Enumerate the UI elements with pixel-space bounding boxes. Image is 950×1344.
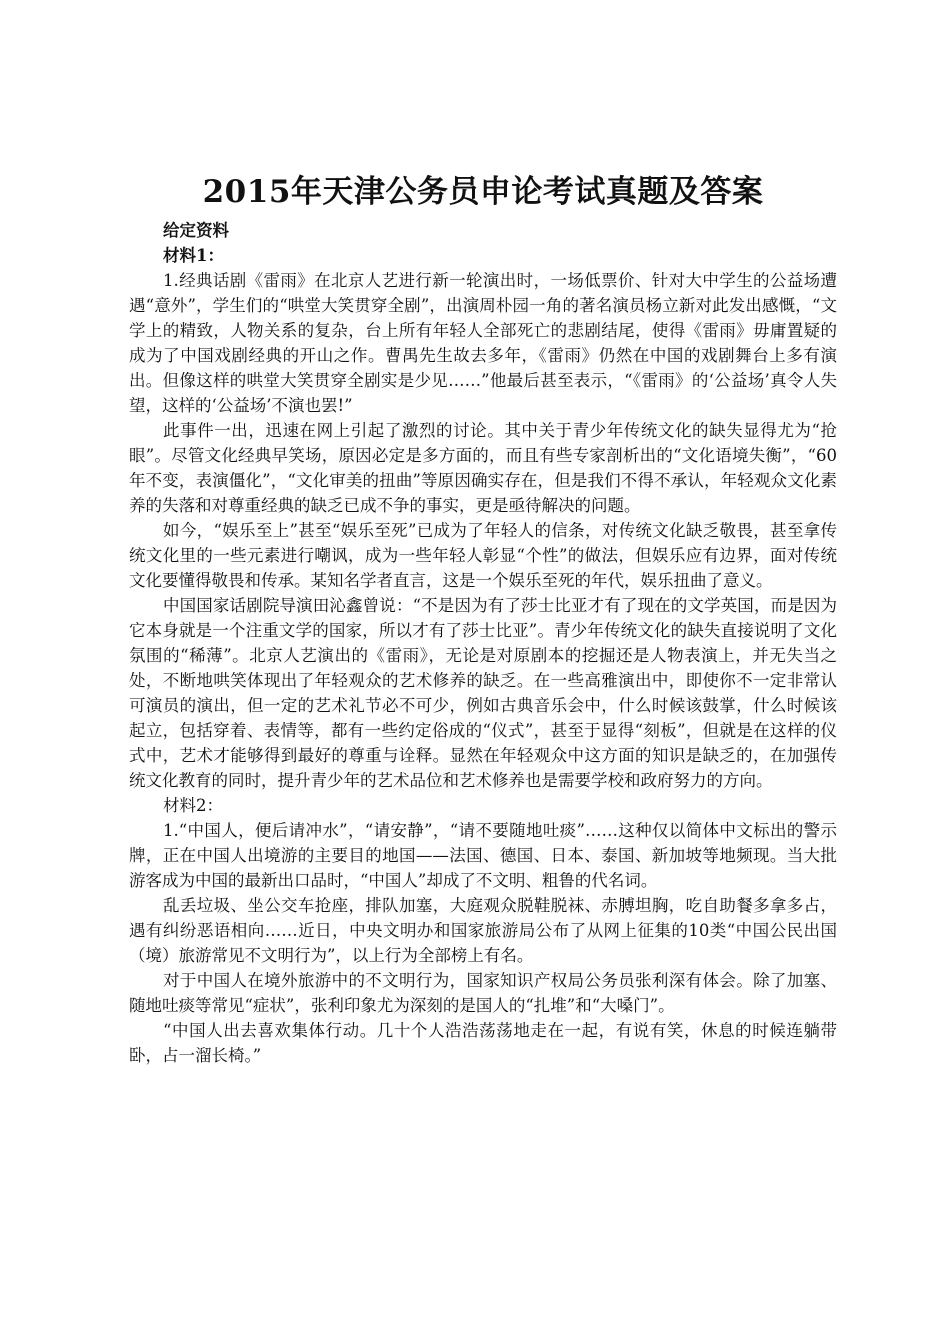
paragraph: 1.“中国人，便后请冲水”，“请安静”，“请不要随地吐痰”……这种仅以简体中文标出的警示牌，正在中国人出境游的主要目的地国——法国、德国、日本、泰国、新加坡等地频现。当大批游客成为中国的最新出口品时，“中国人”却成了不文明、粗鲁的代名词。 xyxy=(129,821,837,890)
document-title: 2015年天津公务员申论考试真题及答案 xyxy=(202,174,764,210)
paragraph: 乱丢垃圾、坐公交车抢座，排队加塞，大庭观众脱鞋脱袜、赤膊坦胸，吃自助餐多拿多占，遇有纠纷恶语相向……近日，中央文明办和国家旅游局公布了从网上征集的10类“中国公民出国（境）旅游常见不文明行为”，以上行为全部榜上有名。 xyxy=(129,896,837,965)
paragraph: 中国国家话剧院导演田沁鑫曾说：“不是因为有了莎士比亚才有了现在的文学英国，而是因为它本身就是一个注重文学的国家，所以才有了莎士比亚”。青少年传统文化的缺失直接说明了文化氛围的“稀薄”。北京人艺演出的《雷雨》，无论是对原剧本的挖掘还是人物表演上，并无失当之处，不断地哄笑体现出了年轻观众的艺术修养的缺乏。在一些高雅演出中，即使你不一定非常认可演员的演出，但一定的艺术礼节必不可少，例如古典音乐会中，什么时候该鼓掌，什么时候该起立，包括穿着、表情等，都有一些约定俗成的“仪式”，甚至于显得“刻板”，但就是在这样的仪式中，艺术才能够得到最好的尊重与诠释。显然在年轻观众中这方面的知识是缺乏的，在加强传统文化教育的同时，提升青少年的艺术品位和艺术修养也是需要学校和政府努力的方向。 xyxy=(129,596,837,790)
document-page xyxy=(129,160,837,1068)
paragraph: 对于中国人在境外旅游中的不文明行为，国家知识产权局公务员张利深有体会。除了加塞、随地吐痰等常见“症状”，张利印象尤为深刻的是国人的“扎堆”和“大嗓门”。 xyxy=(129,971,837,1015)
paragraph: 1.经典话剧《雷雨》在北京人艺进行新一轮演出时，一场低票价、针对大中学生的公益场遭遇“意外”，学生们的“哄堂大笑贯穿全剧”，出演周朴园一角的著名演员杨立新对此发出感慨，“文学上的精致，人物关系的复杂，台上所有年轻人全部死亡的悲剧结尾，使得《雷雨》毋庸置疑的成为了中国戏剧经典的开山之作。曹禺先生故去多年，《雷雨》仍然在中国的戏剧舞台上多有演出。但像这样的哄堂大笑贯穿全剧实是少见……”他最后甚至表示，“《雷雨》的‘公益场’真令人失望，这样的‘公益场’不演也罢!” xyxy=(129,271,837,415)
material-2-label: 材料2： xyxy=(163,796,223,815)
section-heading: 给定资料 xyxy=(163,221,229,240)
paragraph: 此事件一出，迅速在网上引起了激烈的讨论。其中关于青少年传统文化的缺失显得尤为“抢眼”。尽管文化经典早笑场，原因必定是多方面的，而且有些专家剖析出的“文化语境失衡”，“60年不变，表演僵化”，“文化审美的扭曲”等原因确实存在，但是我们不得不承认，年轻观众文化素养的失落和对尊重经典的缺乏已成不争的事实，更是亟待解决的问题。 xyxy=(129,421,837,515)
material-1-label: 材料1： xyxy=(163,246,224,265)
paragraph: “中国人出去喜欢集体行动。几十个人浩浩荡荡地走在一起，有说有笑，休息的时候连躺带卧，占一溜长椅。” xyxy=(129,1021,837,1065)
paragraph: 如今，“娱乐至上”甚至“娱乐至死”已成为了年轻人的信条，对传统文化缺乏敬畏，甚至拿传统文化里的一些元素进行嘲讽，成为一些年轻人彰显“个性”的做法，但娱乐应有边界，面对传统文化要懂得敬畏和传承。某知名学者直言，这是一个娱乐至死的年代，娱乐扭曲了意义。 xyxy=(129,521,837,590)
